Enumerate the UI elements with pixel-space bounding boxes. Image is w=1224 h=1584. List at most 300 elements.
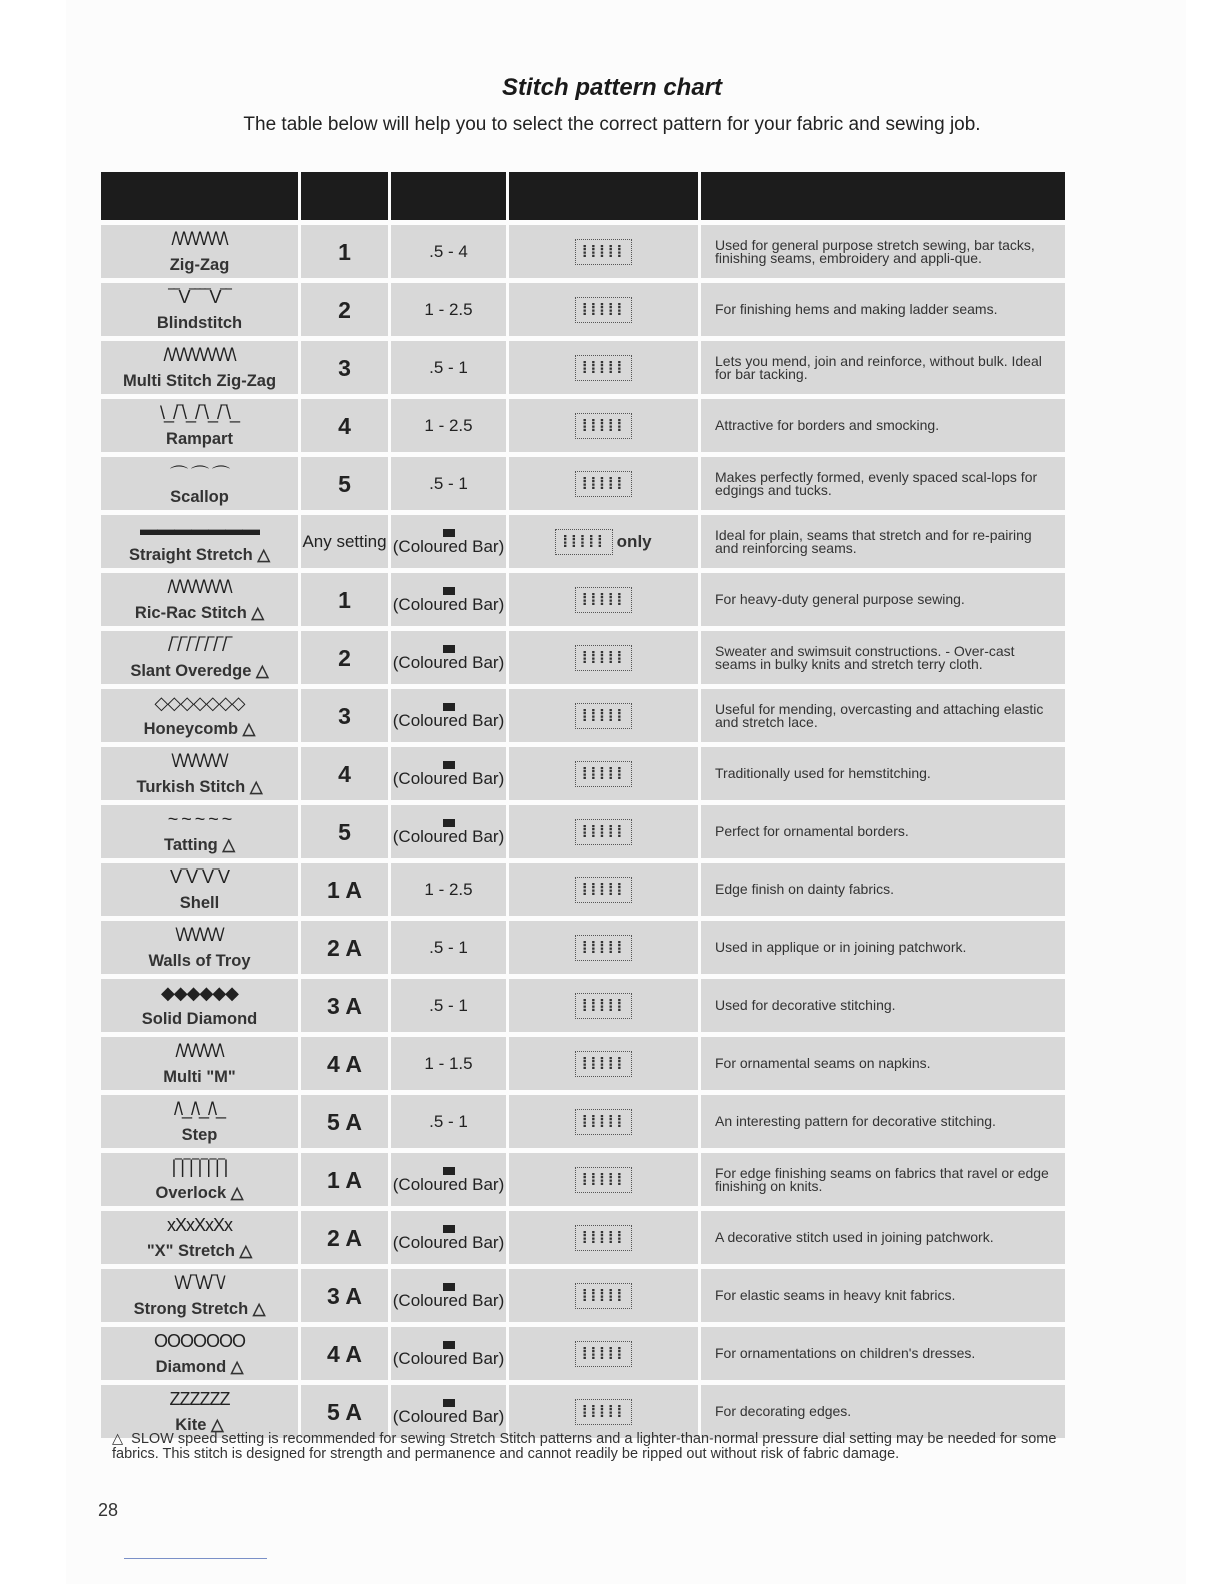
width-wrapper	[391, 457, 506, 510]
pattern-cell	[101, 225, 298, 278]
stitch-length-dial-icon: ⁞⁞⁞⁞⁞	[575, 471, 632, 497]
coloured-bar-icon	[443, 645, 455, 653]
stitch-width: (Coloured Bar)	[392, 1348, 505, 1368]
width-wrapper	[391, 863, 506, 916]
setting-cell	[301, 283, 388, 336]
width-wrapper	[391, 921, 506, 974]
table-row	[101, 338, 1065, 396]
stitch-pattern-icon: ~ ~ ~ ~ ~	[167, 809, 232, 829]
stitch-pattern-icon: ‾‾V‾‾‾‾V‾‾	[168, 287, 231, 307]
length-wrapper	[509, 921, 698, 974]
stitch-description: Lets you mend, join and reinforce, without bulk. Ideal for bar tacking.	[715, 352, 1042, 382]
stitch-description: Ideal for plain, seams that stretch and for re-pairing and reinforcing seams.	[715, 526, 1032, 556]
table-row	[101, 1150, 1065, 1208]
setting-cell	[301, 805, 388, 858]
stitch-name: Kite △	[175, 1416, 224, 1434]
pattern-cell	[101, 1153, 298, 1206]
length-cell	[509, 1269, 698, 1322]
description-cell	[701, 457, 1065, 510]
stitch-length-dial-icon: ⁞⁞⁞⁞⁞	[575, 297, 632, 323]
table-row	[101, 1266, 1065, 1324]
stitch-length-dial-icon: ⁞⁞⁞⁞⁞	[555, 529, 612, 555]
width-cell	[391, 1095, 506, 1148]
stitch-width: (Coloured Bar)	[392, 1232, 505, 1252]
pattern-setting: 1	[338, 586, 351, 613]
stitch-pattern-icon: ZZZZZZ	[169, 1389, 230, 1409]
stitch-pattern-icon: ◇◇◇◇◇◇◇	[154, 693, 245, 713]
width-cell	[391, 283, 506, 336]
stitch-name: Zig-Zag	[169, 256, 230, 274]
header-cell-pattern	[101, 172, 298, 220]
stitch-width: (Coloured Bar)	[392, 768, 505, 788]
table-row	[101, 454, 1065, 512]
width-wrapper	[391, 283, 506, 336]
description-cell	[701, 283, 1065, 336]
header-cell-width	[391, 172, 506, 220]
stitch-pattern-icon: /‾/‾/‾/‾/‾/‾/‾	[168, 635, 231, 655]
stitch-name: Slant Overedge △	[130, 662, 269, 680]
stitch-length-dial-icon: ⁞⁞⁞⁞⁞	[575, 703, 632, 729]
setting-cell	[301, 515, 388, 568]
table-row	[101, 918, 1065, 976]
length-cell	[509, 457, 698, 510]
stitch-description: Edge finish on dainty fabrics.	[715, 881, 894, 897]
pattern-setting: 4 A	[327, 1340, 362, 1367]
stitch-length-dial-icon: ⁞⁞⁞⁞⁞	[575, 993, 632, 1019]
stitch-width: (Coloured Bar)	[392, 652, 505, 672]
coloured-bar-icon	[443, 761, 455, 769]
table-row	[101, 1208, 1065, 1266]
stitch-width: 1 - 2.5	[424, 879, 473, 899]
stitch-width: .5 - 1	[429, 995, 468, 1015]
setting-cell	[301, 341, 388, 394]
stitch-description: Traditionally used for hemstitching.	[715, 765, 931, 781]
pattern-setting: 3 A	[327, 1282, 362, 1309]
pattern-cell	[101, 863, 298, 916]
pattern-setting: 2	[338, 296, 351, 323]
length-cell	[509, 863, 698, 916]
pattern-cell	[101, 1037, 298, 1090]
stitch-length-dial-icon: ⁞⁞⁞⁞⁞	[575, 645, 632, 671]
width-cell	[391, 747, 506, 800]
stitch-length-dial-icon: ⁞⁞⁞⁞⁞	[575, 1283, 632, 1309]
length-wrapper	[509, 457, 698, 510]
stitch-pattern-icon: /\_/\_/\_	[173, 1099, 226, 1119]
stitch-width: (Coloured Bar)	[392, 1174, 505, 1194]
description-cell	[701, 1211, 1065, 1264]
width-wrapper	[391, 1211, 506, 1264]
stitch-name: Multi "M"	[163, 1068, 236, 1086]
coloured-bar-icon	[443, 529, 455, 537]
stitch-pattern-icon: /\/\/\/\/\/\/\/\	[167, 577, 232, 597]
stitch-pattern-icon: \_/‾\_/‾\_/‾\_	[159, 403, 240, 423]
width-cell	[391, 1327, 506, 1380]
table-row	[101, 570, 1065, 628]
length-wrapper	[509, 1037, 698, 1090]
coloured-bar-icon	[443, 1341, 455, 1349]
table-row	[101, 1092, 1065, 1150]
stitch-name: Blindstitch	[156, 314, 243, 332]
pattern-setting: 2 A	[327, 1224, 362, 1251]
length-cell	[509, 747, 698, 800]
stitch-name: Scallop	[170, 488, 229, 506]
length-cell	[509, 689, 698, 742]
length-cell	[509, 573, 698, 626]
length-wrapper	[509, 1269, 698, 1322]
stitch-width: .5 - 1	[429, 1111, 468, 1131]
length-wrapper	[509, 399, 698, 452]
width-wrapper	[391, 631, 506, 684]
pattern-setting: 1 A	[327, 1166, 362, 1193]
length-wrapper	[509, 225, 698, 278]
pattern-cell	[101, 1095, 298, 1148]
width-cell	[391, 399, 506, 452]
stitch-length-dial-icon: ⁞⁞⁞⁞⁞	[575, 1225, 632, 1251]
stitch-pattern-icon: |‾|‾|‾|‾|‾|‾|	[171, 1157, 228, 1177]
stitch-width: .5 - 1	[429, 473, 468, 493]
width-cell	[391, 1211, 506, 1264]
stitch-name: Shell	[179, 894, 220, 912]
stitch-description: A decorative stitch used in joining patchwork.	[715, 1229, 994, 1245]
stitch-description: For heavy-duty general purpose sewing.	[715, 591, 965, 607]
description-cell	[701, 1153, 1065, 1206]
stitch-pattern-icon: OOOOOOO	[153, 1331, 245, 1351]
stitch-pattern-icon: \/\/‾\/\/‾\/	[174, 1273, 225, 1293]
width-cell	[391, 631, 506, 684]
coloured-bar-icon	[443, 587, 455, 595]
length-wrapper	[509, 1153, 698, 1206]
stitch-width: (Coloured Bar)	[392, 826, 505, 846]
length-wrapper	[509, 283, 698, 336]
setting-cell	[301, 863, 388, 916]
table-row	[101, 802, 1065, 860]
pattern-cell	[101, 921, 298, 974]
stitch-description: For elastic seams in heavy knit fabrics.	[715, 1287, 956, 1303]
table-row	[101, 744, 1065, 802]
setting-cell	[301, 747, 388, 800]
description-cell	[701, 921, 1065, 974]
pattern-cell	[101, 399, 298, 452]
pattern-setting: 3	[338, 354, 351, 381]
stitch-width: (Coloured Bar)	[392, 710, 505, 730]
width-wrapper	[391, 1269, 506, 1322]
length-wrapper	[509, 515, 698, 568]
description-cell	[701, 399, 1065, 452]
stitch-width: .5 - 1	[429, 357, 468, 377]
stitch-length-dial-icon: ⁞⁞⁞⁞⁞	[575, 413, 632, 439]
length-wrapper	[509, 631, 698, 684]
stitch-name: Overlock △	[155, 1184, 244, 1202]
description-cell	[701, 631, 1065, 684]
length-only-label: only	[616, 531, 652, 551]
table-row	[101, 628, 1065, 686]
setting-cell	[301, 399, 388, 452]
pattern-cell	[101, 457, 298, 510]
width-wrapper	[391, 399, 506, 452]
stitch-pattern-icon: xXxXxXx	[166, 1215, 233, 1235]
stitch-width: (Coloured Bar)	[392, 1290, 505, 1310]
stitch-length-dial-icon: ⁞⁞⁞⁞⁞	[575, 761, 632, 787]
pattern-setting: 4	[338, 760, 351, 787]
width-cell	[391, 921, 506, 974]
coloured-bar-icon	[443, 1283, 455, 1291]
table-row	[101, 280, 1065, 338]
description-cell	[701, 1269, 1065, 1322]
setting-cell	[301, 921, 388, 974]
stitch-pattern-icon: \/\/\/\/\/\/	[175, 925, 224, 945]
pattern-setting: Any setting	[302, 532, 387, 551]
setting-cell	[301, 457, 388, 510]
width-cell	[391, 979, 506, 1032]
description-cell	[701, 747, 1065, 800]
width-cell	[391, 573, 506, 626]
coloured-bar-icon	[443, 1167, 455, 1175]
length-cell	[509, 1153, 698, 1206]
description-cell	[701, 805, 1065, 858]
length-wrapper	[509, 805, 698, 858]
length-wrapper	[509, 1211, 698, 1264]
length-wrapper	[509, 863, 698, 916]
description-cell	[701, 863, 1065, 916]
length-wrapper	[509, 341, 698, 394]
stitch-pattern-icon: ▬▬▬▬▬▬▬	[140, 519, 259, 539]
length-cell	[509, 283, 698, 336]
length-wrapper	[509, 747, 698, 800]
width-wrapper	[391, 225, 506, 278]
setting-cell	[301, 1327, 388, 1380]
width-cell	[391, 515, 506, 568]
description-cell	[701, 689, 1065, 742]
length-cell	[509, 631, 698, 684]
stitch-name: Honeycomb △	[143, 720, 256, 738]
length-cell	[509, 225, 698, 278]
length-wrapper	[509, 979, 698, 1032]
stitch-description: Attractive for borders and smocking.	[715, 417, 940, 433]
header-cell-use	[701, 172, 1065, 220]
length-cell	[509, 341, 698, 394]
description-cell	[701, 515, 1065, 568]
length-cell	[509, 1211, 698, 1264]
length-cell	[509, 979, 698, 1032]
width-cell	[391, 457, 506, 510]
table-row	[101, 396, 1065, 454]
width-cell	[391, 805, 506, 858]
stitch-description: Perfect for ornamental borders.	[715, 823, 909, 839]
setting-cell	[301, 225, 388, 278]
stitch-width: 1 - 2.5	[424, 299, 473, 319]
stitch-name: Diamond △	[155, 1358, 244, 1376]
pattern-cell	[101, 631, 298, 684]
pattern-setting: 3	[338, 702, 351, 729]
stitch-description: Used for general purpose stretch sewing, bar tacks, finishing seams, embroidery and appli-que.	[715, 236, 1035, 266]
length-cell	[509, 515, 698, 568]
width-wrapper	[391, 1153, 506, 1206]
description-cell	[701, 225, 1065, 278]
stitch-name: Straight Stretch △	[128, 546, 271, 564]
pattern-cell	[101, 283, 298, 336]
length-cell	[509, 1037, 698, 1090]
pattern-cell	[101, 1211, 298, 1264]
stitch-length-dial-icon: ⁞⁞⁞⁞⁞	[575, 239, 632, 265]
width-wrapper	[391, 979, 506, 1032]
stitch-name: Ric-Rac Stitch △	[134, 604, 265, 622]
table-row	[101, 1324, 1065, 1382]
stitch-description: Sweater and swimsuit constructions. - Over-cast seams in bulky knits and stretch terry cloth.	[715, 642, 1015, 672]
stitch-length-dial-icon: ⁞⁞⁞⁞⁞	[575, 1167, 632, 1193]
stitch-pattern-icon: /\/\/\/\/\/\	[175, 1041, 224, 1061]
pattern-cell	[101, 515, 298, 568]
stitch-name: Multi Stitch Zig-Zag	[122, 372, 277, 390]
table-body	[101, 222, 1065, 1440]
coloured-bar-icon	[443, 1399, 455, 1407]
stitch-pattern-icon: /\/\/\/\/\/\/\/\/\	[163, 345, 236, 365]
stitch-description: Useful for mending, overcasting and attaching elastic and stretch lace.	[715, 700, 1044, 730]
width-wrapper	[391, 1327, 506, 1380]
stitch-name: "X" Stretch △	[146, 1242, 253, 1260]
width-wrapper	[391, 573, 506, 626]
stitch-description: For decorating edges.	[715, 1403, 852, 1419]
stitch-description: For ornamental seams on napkins.	[715, 1055, 931, 1071]
pattern-setting: 1	[338, 238, 351, 265]
length-cell	[509, 1095, 698, 1148]
footnote-text: SLOW speed setting is recommended for sewing Stretch Stitch patterns and a lighter-than-normal pressure dial setting may be needed for some fabrics. This stitch is designed for strength and permanence and cannot readily be ripped out without risk of fabric damage.	[112, 1431, 1057, 1462]
coloured-bar-icon	[443, 703, 455, 711]
stitch-description: An interesting pattern for decorative stitching.	[715, 1113, 996, 1129]
description-cell	[701, 341, 1065, 394]
stitch-length-dial-icon: ⁞⁞⁞⁞⁞	[575, 819, 632, 845]
stitch-length-dial-icon: ⁞⁞⁞⁞⁞	[575, 1399, 632, 1425]
description-cell	[701, 1037, 1065, 1090]
pattern-setting: 5 A	[327, 1108, 362, 1135]
header-cell-length	[509, 172, 698, 220]
width-wrapper	[391, 1095, 506, 1148]
stitch-pattern-icon: /\/\/\/\/\/\/\	[171, 229, 228, 249]
stitch-length-dial-icon: ⁞⁞⁞⁞⁞	[575, 1341, 632, 1367]
width-wrapper	[391, 1037, 506, 1090]
stitch-length-dial-icon: ⁞⁞⁞⁞⁞	[575, 1051, 632, 1077]
pattern-setting: 5	[338, 818, 351, 845]
stitch-description: Used in applique or in joining patchwork.	[715, 939, 967, 955]
stitch-length-dial-icon: ⁞⁞⁞⁞⁞	[575, 1109, 632, 1135]
pattern-cell	[101, 573, 298, 626]
setting-cell	[301, 1095, 388, 1148]
page-subtitle: The table below will help you to select the correct pattern for your fabric and sewing job.	[243, 114, 981, 135]
page-number: 28	[98, 1500, 119, 1520]
length-cell	[509, 1327, 698, 1380]
width-cell	[391, 689, 506, 742]
pattern-cell	[101, 689, 298, 742]
pattern-cell	[101, 979, 298, 1032]
description-cell	[701, 979, 1065, 1032]
width-wrapper	[391, 515, 506, 568]
pattern-setting: 1 A	[327, 876, 362, 903]
pattern-cell	[101, 1269, 298, 1322]
footer-rule	[124, 1558, 267, 1559]
stitch-description: For ornamentations on children's dresses.	[715, 1345, 976, 1361]
page-title: Stitch pattern chart	[501, 74, 723, 101]
length-wrapper	[509, 689, 698, 742]
setting-cell	[301, 631, 388, 684]
width-cell	[391, 1153, 506, 1206]
stitch-width: (Coloured Bar)	[392, 594, 505, 614]
table-row	[101, 1034, 1065, 1092]
stitch-pattern-icon: ⌒ ⌒ ⌒	[169, 465, 229, 485]
stitch-name: Walls of Troy	[148, 952, 251, 970]
length-wrapper	[509, 573, 698, 626]
width-cell	[391, 1037, 506, 1090]
length-cell	[509, 399, 698, 452]
table-row	[101, 222, 1065, 280]
triangle-icon: △	[112, 1431, 124, 1447]
pattern-setting: 5 A	[327, 1398, 362, 1425]
width-cell	[391, 1269, 506, 1322]
pattern-setting: 3 A	[327, 992, 362, 1019]
table-header	[101, 172, 1065, 222]
stitch-description: Used for decorative stitching.	[715, 997, 896, 1013]
setting-cell	[301, 573, 388, 626]
stitch-description: For finishing hems and making ladder seams.	[715, 301, 998, 317]
stitch-name: Rampart	[166, 430, 233, 448]
stitch-width: (Coloured Bar)	[392, 1406, 505, 1426]
pattern-setting: 2 A	[327, 934, 362, 961]
stitch-width: .5 - 1	[429, 937, 468, 957]
stitch-length-dial-icon: ⁞⁞⁞⁞⁞	[575, 935, 632, 961]
stitch-length-dial-icon: ⁞⁞⁞⁞⁞	[575, 877, 632, 903]
width-cell	[391, 341, 506, 394]
width-wrapper	[391, 747, 506, 800]
stitch-pattern-icon: ◆◆◆◆◆◆	[160, 983, 239, 1003]
stitch-description: Makes perfectly formed, evenly spaced scal-lops for edgings and tucks.	[715, 468, 1038, 498]
width-cell	[391, 225, 506, 278]
width-wrapper	[391, 341, 506, 394]
setting-cell	[301, 1153, 388, 1206]
setting-cell	[301, 1269, 388, 1322]
stitch-name: Turkish Stitch △	[136, 778, 263, 796]
coloured-bar-icon	[443, 819, 455, 827]
coloured-bar-icon	[443, 1225, 455, 1233]
setting-cell	[301, 1211, 388, 1264]
width-wrapper	[391, 689, 506, 742]
table-row	[101, 860, 1065, 918]
width-cell	[391, 863, 506, 916]
pattern-setting: 5	[338, 470, 351, 497]
table-row	[101, 976, 1065, 1034]
pattern-cell	[101, 1327, 298, 1380]
pattern-cell	[101, 341, 298, 394]
stitch-name: Tatting △	[163, 836, 236, 854]
stitch-width: 1 - 1.5	[424, 1053, 473, 1073]
stitch-pattern-table	[101, 172, 1065, 1440]
stitch-description: For edge finishing seams on fabrics that ravel or edge finishing on knits.	[715, 1164, 1049, 1194]
stitch-length-dial-icon: ⁞⁞⁞⁞⁞	[575, 355, 632, 381]
pattern-setting: 2	[338, 644, 351, 671]
header-cell-setting	[301, 172, 388, 220]
pattern-cell	[101, 805, 298, 858]
footnote	[112, 1432, 1062, 1462]
description-cell	[701, 1095, 1065, 1148]
stitch-pattern-icon: \/\/\/\/\/\/\/	[171, 751, 228, 771]
table-row	[101, 512, 1065, 570]
pattern-setting: 4 A	[327, 1050, 362, 1077]
setting-cell	[301, 689, 388, 742]
setting-cell	[301, 979, 388, 1032]
length-cell	[509, 805, 698, 858]
stitch-name: Solid Diamond	[141, 1010, 258, 1028]
width-wrapper	[391, 805, 506, 858]
stitch-pattern-icon: V‾V‾V‾V	[169, 867, 229, 887]
length-cell	[509, 921, 698, 974]
table-row	[101, 686, 1065, 744]
